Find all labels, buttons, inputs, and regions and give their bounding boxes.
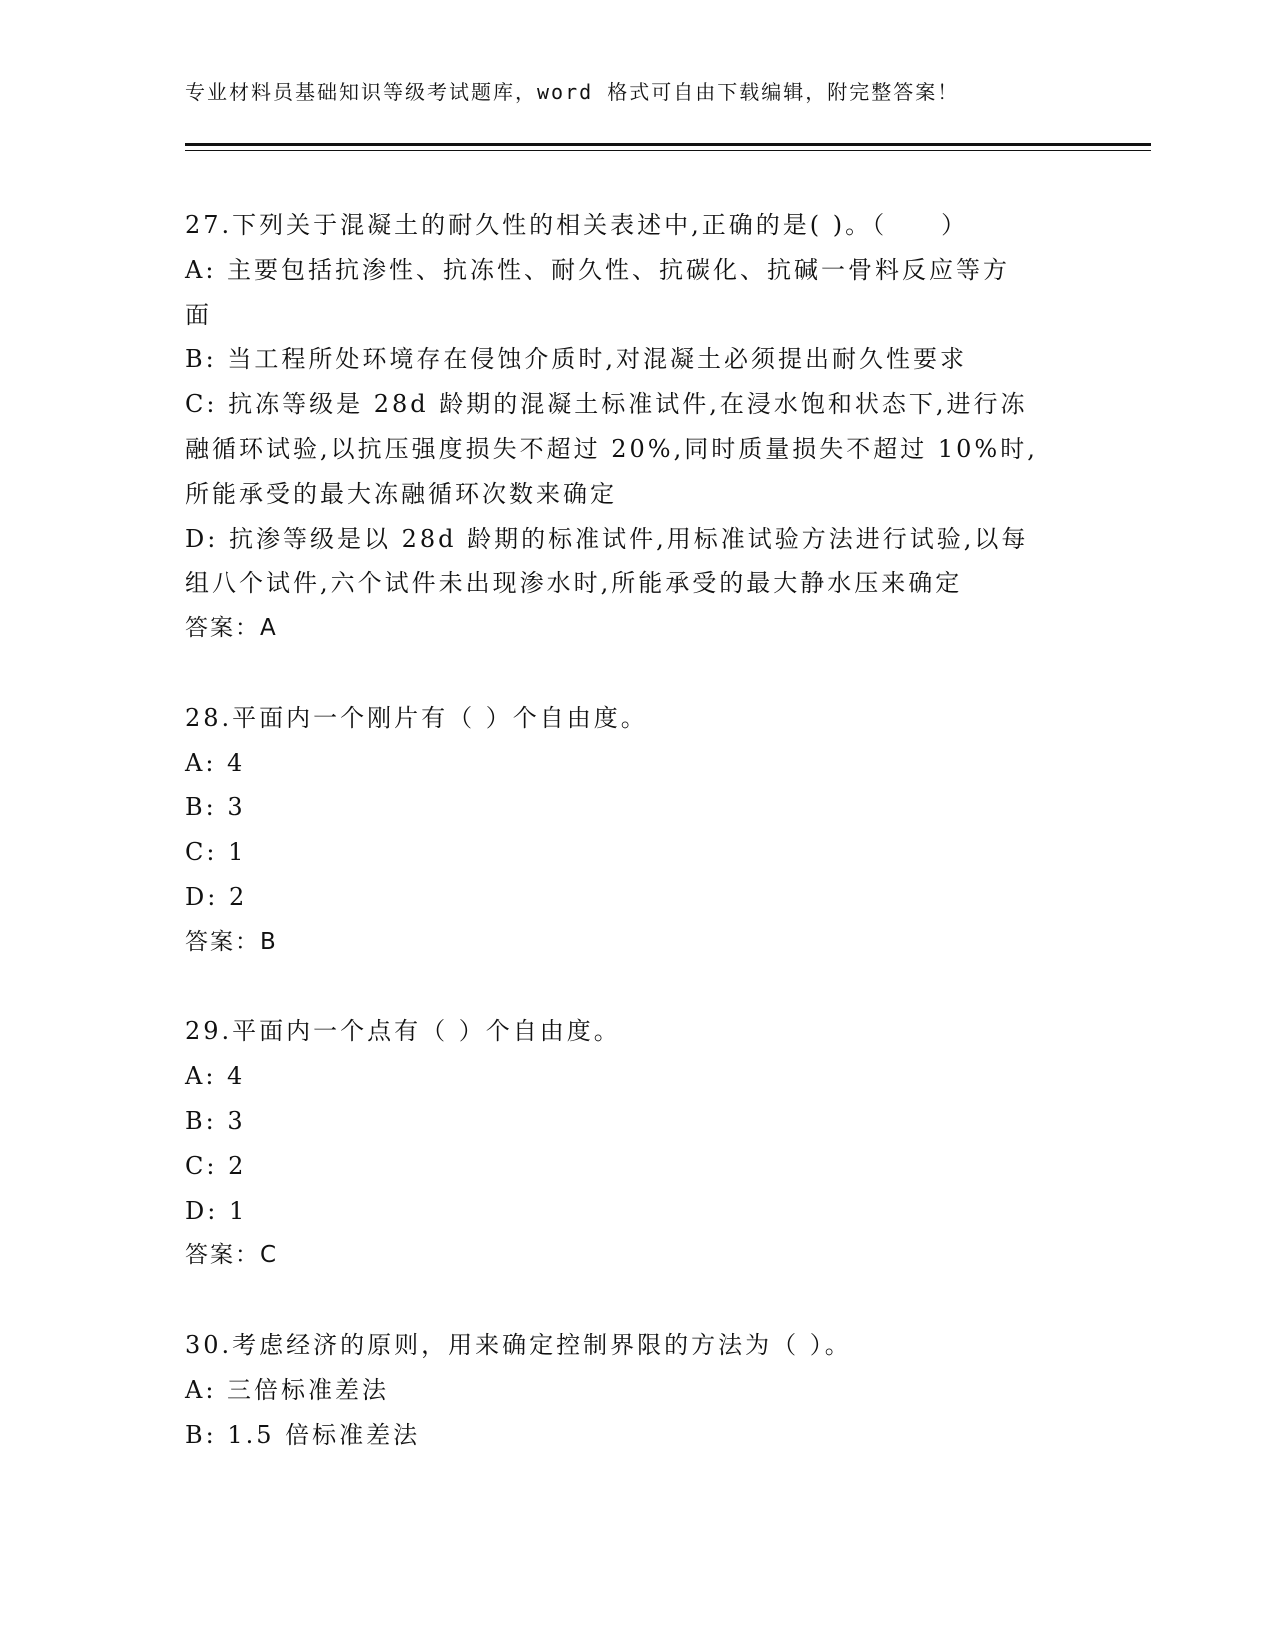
question-27-option-c: C: 抗冻等级是 28d 龄期的混凝土标准试件,在浸水饱和状态下,进行冻 — [185, 390, 1028, 419]
question-28-option-a: A: 4 — [185, 748, 246, 777]
question-27-answer: 答案：A — [185, 615, 278, 642]
question-29-option-d: D: 1 — [185, 1196, 248, 1225]
question-27-stem: 27.下列关于混凝土的耐久性的相关表述中,正确的是( )。（ ） — [185, 211, 969, 239]
page-header: 专业材料员基础知识等级考试题库，word 格式可自由下载编辑，附完整答案！ — [185, 80, 960, 104]
question-27-option-a-cont: 面 — [185, 300, 212, 329]
question-27-option-b: B: 当工程所处环境存在侵蚀介质时,对混凝土必须提出耐久性要求 — [185, 345, 967, 374]
question-27 — [185, 203, 1085, 651]
question-30-option-b: B: 1.5 倍标准差法 — [185, 1420, 421, 1449]
spacer — [185, 651, 1085, 696]
question-27-option-a: A: 主要包括抗渗性、抗冻性、耐久性、抗碳化、抗碱一骨料反应等方 — [185, 255, 1011, 284]
question-27-option-c-cont-1: 融循环试验,以抗压强度损失不超过 20%,同时质量损失不超过 10%时, — [185, 434, 1038, 463]
header-rule — [185, 143, 1151, 146]
question-28-option-c: C: 1 — [185, 838, 247, 867]
question-29-answer: 答案：C — [185, 1242, 279, 1269]
question-28-option-d: D: 2 — [185, 882, 248, 911]
question-28 — [185, 696, 1085, 965]
question-28-option-b: B: 3 — [185, 793, 246, 822]
question-list — [185, 203, 1085, 1457]
question-27-option-c-cont-2: 所能承受的最大冻融循环次数来确定 — [185, 479, 617, 508]
question-29-option-a: A: 4 — [185, 1062, 246, 1091]
question-29-option-c: C: 2 — [185, 1151, 247, 1180]
spacer — [185, 965, 1085, 1010]
question-29-option-b: B: 3 — [185, 1106, 246, 1135]
spacer — [185, 1278, 1085, 1323]
question-30 — [185, 1323, 1085, 1457]
question-28-answer: 答案：B — [185, 928, 278, 955]
question-29-stem: 29.平面内一个点有（ ）个自由度。 — [185, 1017, 621, 1046]
question-28-stem: 28.平面内一个刚片有（ ）个自由度。 — [185, 703, 648, 732]
question-30-stem: 30.考虑经济的原则，用来确定控制界限的方法为（ ）。 — [185, 1330, 852, 1359]
question-29 — [185, 1009, 1085, 1278]
question-27-option-d: D: 抗渗等级是以 28d 龄期的标准试件,用标准试验方法进行试验,以每 — [185, 524, 1029, 553]
question-27-option-d-cont: 组八个试件,六个试件未出现渗水时,所能承受的最大静水压来确定 — [185, 569, 963, 598]
header-rule-thin — [185, 150, 1151, 151]
question-30-option-a: A: 三倍标准差法 — [185, 1375, 390, 1404]
